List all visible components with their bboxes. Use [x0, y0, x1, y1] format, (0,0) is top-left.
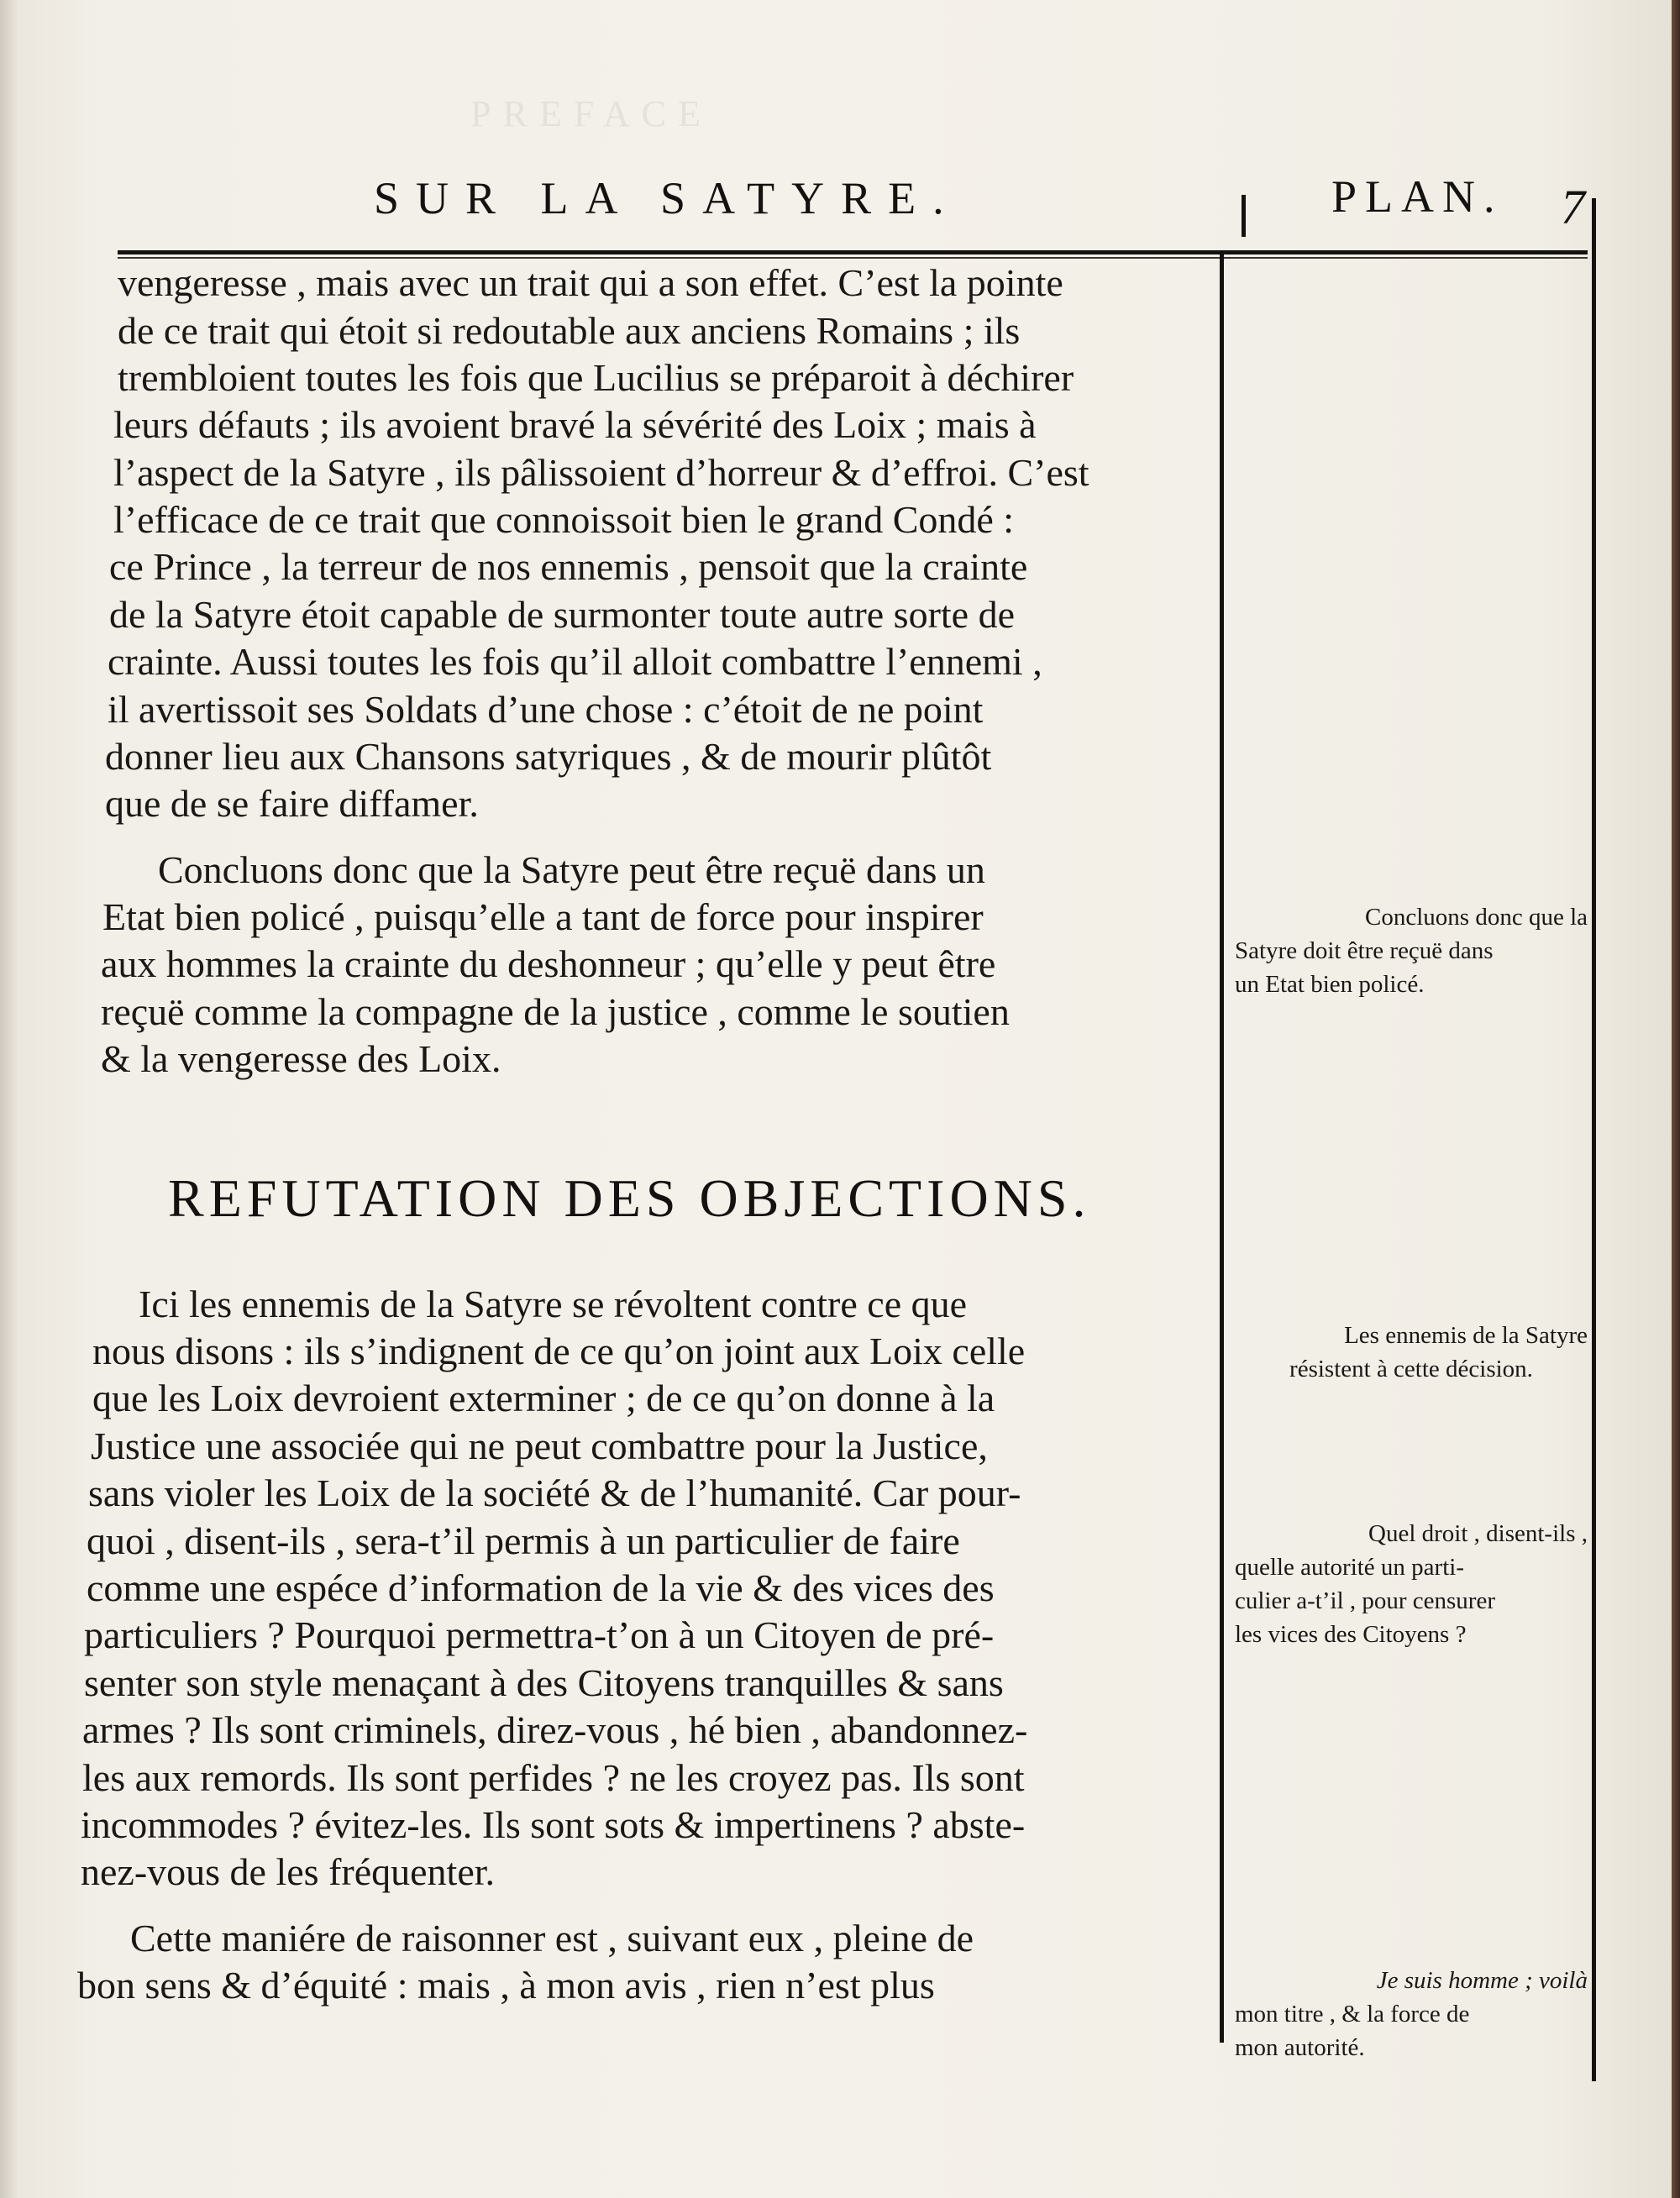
page-number: 7 — [1561, 180, 1585, 234]
header-rule — [118, 250, 1588, 254]
margin-note-line: mon titre , & la force de — [1235, 2001, 1470, 2028]
paragraph-4-line: Cette maniére de raisonner est , suivant eux , pleine de — [130, 1917, 974, 1959]
book-spine — [1672, 0, 1680, 2198]
margin-column-rule — [1220, 252, 1224, 2043]
margin-note — [1235, 1964, 1588, 2064]
plan-label: PLAN. — [1331, 171, 1504, 222]
page-edge — [0, 0, 18, 2198]
margin-note — [1235, 1517, 1588, 1651]
paragraph-1-line: ce Prince , la terreur de nos ennemis , pensoit que la crainte — [109, 545, 1028, 588]
header-rule-secondary — [118, 257, 1588, 259]
margin-note-line: les vices des Citoyens ? — [1235, 1621, 1467, 1648]
margin-note-line: mon autorité. — [1235, 2034, 1365, 2061]
paragraph-2-line: & la vengeresse des Loix. — [101, 1037, 501, 1080]
paragraph-1-line: leurs défauts ; ils avoient bravé la sévérité des Loix ; mais à — [113, 403, 1037, 446]
paragraph-1-line: l’efficace de ce trait que connoissoit bien le grand Condé : — [113, 498, 1015, 541]
margin-note-line: Concluons donc que la — [1365, 904, 1588, 931]
show-through-bleed: PREFACE — [470, 93, 712, 134]
margin-note-line: culier a-t’il , pour censurer — [1235, 1587, 1495, 1614]
paragraph-3-line: armes ? Ils sont criminels, direz-vous , hé bien , abandonnez- — [82, 1708, 1028, 1751]
margin-note — [1235, 1319, 1588, 1386]
paragraph-1-line: il avertissoit ses Soldats d’une chose : c’étoit de ne point — [108, 688, 984, 731]
paragraph-2-line: Etat bien policé , puisqu’elle a tant de force pour inspirer — [102, 895, 984, 938]
paragraph-3-line: quoi , disent-ils , sera-t’il permis à un particulier de faire — [87, 1519, 960, 1562]
paragraph-3-line: nez-vous de les fréquenter. — [81, 1850, 496, 1893]
paragraph-2-line: Concluons donc que la Satyre peut être reçuë dans un — [158, 848, 985, 891]
paragraph-1-line: de ce trait qui étoit si redoutable aux anciens Romains ; ils — [118, 309, 1021, 352]
paragraph-3-line: Ici les ennemis de la Satyre se révoltent contre ce que — [139, 1283, 968, 1325]
paragraph-1-line: l’aspect de la Satyre , ils pâlissoient d’horreur & d’effroi. C’est — [113, 451, 1089, 494]
margin-note-line: Satyre doit être reçuë dans — [1235, 937, 1494, 964]
section-heading: REFUTATION DES OBJECTIONS. — [168, 1168, 1091, 1228]
paragraph-1-line: vengeresse , mais avec un trait qui a son effet. C’est la pointe — [118, 261, 1063, 304]
paragraph-1-line: crainte. Aussi toutes les fois qu’il alloit combattre l’ennemi , — [108, 640, 1042, 683]
margin-note — [1235, 900, 1588, 1001]
paragraph-3-line: les aux remords. Ils sont perfides ? ne les croyez pas. Ils sont — [82, 1756, 1025, 1799]
paragraph-3-line: particuliers ? Pourquoi permettra-t’on à un Citoyen de pré- — [84, 1613, 995, 1656]
paragraph-3-line: Justice une associée qui ne peut combattre pour la Justice, — [91, 1424, 988, 1467]
margin-note-line: Quel droit , disent-ils , — [1368, 1520, 1588, 1547]
paragraph-3-line: que les Loix devroient exterminer ; de ce qu’on donne à la — [92, 1377, 995, 1419]
paragraph-3-line: senter son style menaçant à des Citoyens tranquilles & sans — [84, 1661, 1004, 1704]
paragraph-2-line: reçuë comme la compagne de la justice , comme le soutien — [101, 990, 1010, 1033]
header-divider — [1242, 195, 1246, 237]
margin-note-line: un Etat bien policé. — [1235, 971, 1425, 998]
paragraph-1-line: donner lieu aux Chansons satyriques , & de mourir plûtôt — [105, 735, 992, 778]
margin-note-line: résistent à cette décision. — [1289, 1356, 1533, 1382]
running-title: SUR LA SATYRE. — [374, 173, 961, 223]
paragraph-3-line: incommodes ? évitez-les. Ils sont sots & impertinens ? abste- — [81, 1803, 1026, 1846]
paragraph-3-line: nous disons : ils s’indignent de ce qu’on joint aux Loix celle — [92, 1330, 1026, 1372]
paragraph-4-line: bon sens & d’équité : mais , à mon avis , rien n’est plus — [77, 1964, 935, 2007]
paragraph-3-line: sans violer les Loix de la société & de l’humanité. Car pour- — [88, 1471, 1021, 1514]
paragraph-2-line: aux hommes la crainte du deshonneur ; qu’elle y peut être — [101, 942, 996, 985]
margin-note-line: quelle autorité un parti- — [1235, 1554, 1464, 1581]
paragraph-1-line: que de se faire diffamer. — [105, 782, 479, 825]
paragraph-3-line: comme une espéce d’information de la vie & des vices des — [87, 1566, 995, 1609]
margin-note-line: Les ennemis de la Satyre — [1344, 1322, 1588, 1349]
paragraph-1-line: de la Satyre étoit capable de surmonter toute autre sorte de — [109, 593, 1016, 636]
margin-note-line: Je suis homme ; voilà — [1376, 1967, 1588, 1994]
paragraph-1-line: trembloient toutes les fois que Lucilius se préparoit à déchirer — [118, 356, 1074, 399]
outer-column-rule — [1592, 198, 1596, 2081]
